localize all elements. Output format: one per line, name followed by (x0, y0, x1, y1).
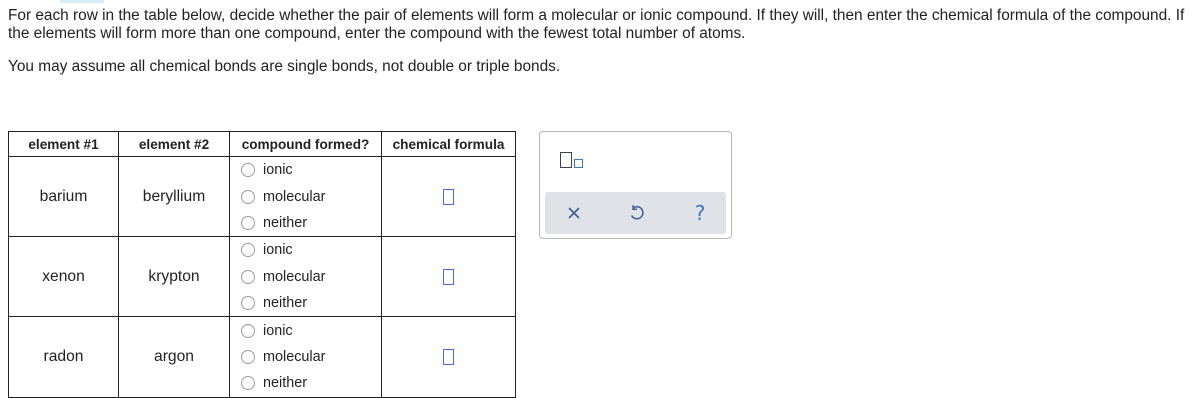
radio-button[interactable] (241, 243, 255, 257)
compound-options (230, 157, 382, 237)
option-label: molecular (263, 268, 326, 285)
formula-cell (382, 317, 516, 397)
element-1-cell: barium (9, 157, 119, 237)
compound-options (230, 237, 382, 317)
radio-button[interactable] (241, 270, 255, 284)
radio-button[interactable] (241, 190, 255, 204)
option-ionic[interactable] (230, 157, 381, 183)
radio-button[interactable] (241, 350, 255, 364)
table-row (9, 237, 516, 317)
math-tool-panel (539, 131, 732, 239)
element-1-cell: radon (9, 317, 119, 397)
option-label: neither (263, 214, 308, 231)
element-1-cell: xenon (9, 237, 119, 317)
table-row (9, 157, 516, 237)
undo-icon[interactable] (625, 201, 649, 225)
option-ionic[interactable] (230, 237, 381, 263)
compound-options (230, 317, 382, 397)
formula-cell (382, 237, 516, 317)
exponent-box (574, 159, 583, 168)
radio-button[interactable] (241, 216, 255, 230)
option-label: molecular (263, 188, 326, 205)
top-accent-bar (60, 0, 104, 3)
option-label: ionic (263, 162, 293, 179)
formula-input[interactable] (443, 189, 454, 205)
option-label: neither (263, 295, 308, 312)
option-molecular[interactable] (230, 264, 381, 290)
option-neither[interactable] (230, 290, 381, 316)
header-element-2: element #2 (119, 132, 230, 157)
option-label: ionic (263, 242, 293, 259)
instructions-paragraph-2: You may assume all chemical bonds are single bonds, not double or triple bonds. (8, 58, 561, 76)
formula-input[interactable] (443, 349, 454, 365)
header-chemical-formula: chemical formula (382, 132, 516, 157)
radio-button[interactable] (241, 376, 255, 390)
instructions (8, 7, 1194, 76)
table-header-row (9, 132, 516, 157)
option-label: molecular (263, 348, 326, 365)
option-molecular[interactable] (230, 183, 381, 209)
element-2-cell: argon (119, 317, 230, 397)
option-ionic[interactable] (230, 317, 381, 343)
radio-button[interactable] (241, 296, 255, 310)
option-label: neither (263, 375, 308, 392)
question-table (8, 131, 516, 398)
x-icon[interactable] (562, 201, 586, 225)
help-icon[interactable]: ? (694, 201, 706, 225)
radio-button[interactable] (241, 163, 255, 177)
option-neither[interactable] (230, 370, 381, 396)
element-2-cell: krypton (119, 237, 230, 317)
superscript-box-icon[interactable] (560, 150, 590, 172)
table-row (9, 317, 516, 397)
formula-cell (382, 157, 516, 237)
tool-action-bar (545, 192, 726, 234)
formula-input[interactable] (443, 269, 454, 285)
option-neither[interactable] (230, 210, 381, 236)
base-box (560, 152, 572, 168)
option-molecular[interactable] (230, 344, 381, 370)
radio-button[interactable] (241, 324, 255, 338)
option-label: ionic (263, 322, 293, 339)
element-2-cell: beryllium (119, 157, 230, 237)
header-compound-formed: compound formed? (230, 132, 382, 157)
instructions-paragraph-1: For each row in the table below, decide whether the pair of elements will form a molecular or ionic compound. If they will, then enter the chemical formula of the compound. If the elements will form more than one compound, enter the compound with the fewest total number of atoms. (8, 7, 1185, 42)
header-element-1: element #1 (9, 132, 119, 157)
